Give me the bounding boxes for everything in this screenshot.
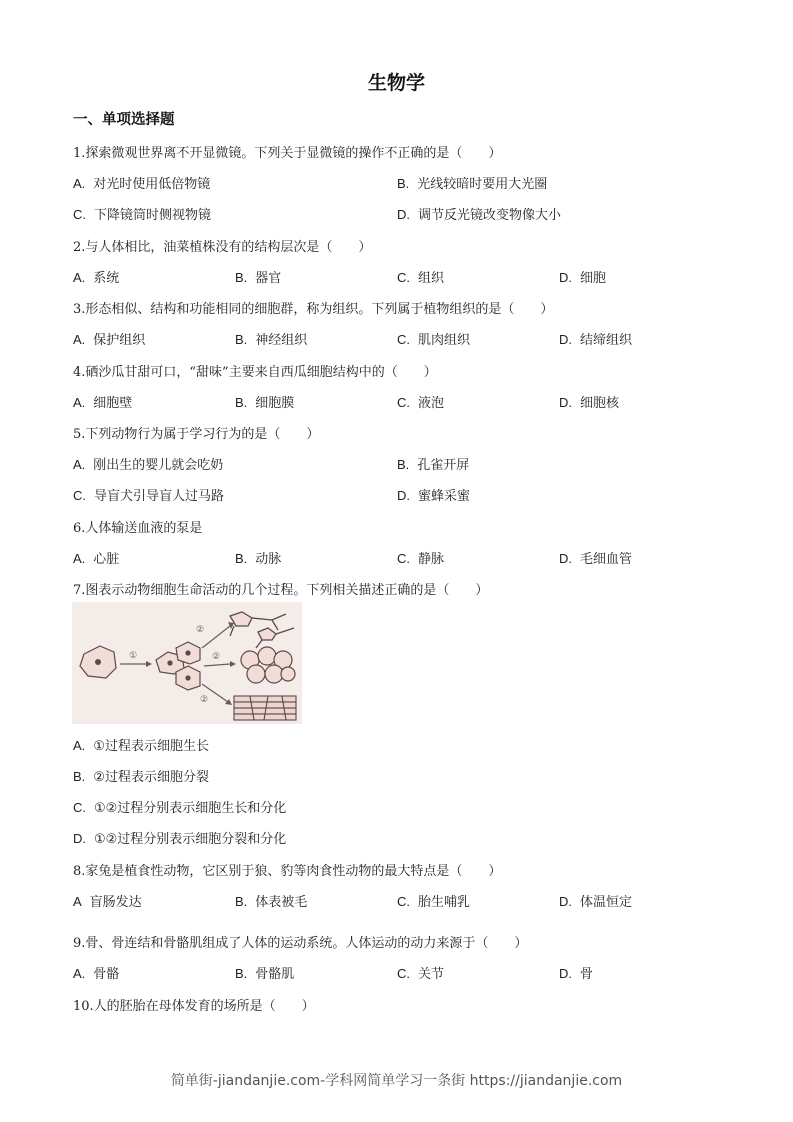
question-3-option-d: D. 结缔组织 <box>559 332 633 348</box>
question-1-option-b: B. 光线较暗时要用大光圈 <box>397 176 548 192</box>
question-1-stem: 1.探索微观世界离不开显微镜。下列关于显微镜的操作不正确的是（ ） <box>73 146 502 161</box>
question-7-option-b: B. ②过程表示细胞分裂 <box>73 769 209 785</box>
nerve-tissue <box>230 612 294 648</box>
question-9-option-d: D. 骨 <box>559 966 594 982</box>
page-title: 生物学 <box>367 72 425 94</box>
dividing-cells <box>156 642 200 690</box>
question-8-option-b: B. 体表被毛 <box>235 894 308 910</box>
question-5-option-d: D. 蜜蜂采蜜 <box>397 488 471 504</box>
arrow-process-2-up <box>196 622 234 648</box>
arrow-process-2-mid <box>204 652 236 667</box>
question-1-option-c: C. 下降镜筒时侧视物镜 <box>73 207 212 223</box>
question-3-option-c: C. 肌肉组织 <box>397 332 471 348</box>
question-9-option-b: B. 骨骼肌 <box>235 966 295 982</box>
question-7-option-a: A. ①过程表示细胞生长 <box>73 738 209 754</box>
question-8-option-c: C. 胎生哺乳 <box>397 894 471 910</box>
question-2-option-d: D. 细胞 <box>559 270 607 286</box>
figure-label-2c: ② <box>200 695 209 705</box>
question-3-stem: 3.形态相似、结构和功能相同的细胞群，称为组织。下列属于植物组织的是（ ） <box>73 302 554 317</box>
question-5-stem: 5.下列动物行为属于学习行为的是（ ） <box>73 427 320 442</box>
question-4-option-c: C. 液泡 <box>397 395 445 411</box>
question-3-option-b: B. 神经组织 <box>235 332 308 348</box>
question-8-option-d: D. 体温恒定 <box>559 894 633 910</box>
question-3-option-a: A. 保护组织 <box>73 332 146 348</box>
figure-label-1: ① <box>129 651 138 661</box>
question-9-stem: 9.骨、骨连结和骨骼肌组成了人体的运动系统。人体运动的动力来源于（ ） <box>73 936 528 951</box>
question-4-option-b: B. 细胞膜 <box>235 395 295 411</box>
question-8-option-a: A 盲肠发达 <box>73 894 142 910</box>
cell-process-figure <box>72 602 302 724</box>
page-footer: 简单街-jiandanjie.com-学科网简单学习一条街 https://jiandanjie.com <box>170 1073 623 1089</box>
question-2-option-a: A. 系统 <box>73 270 120 286</box>
question-2-option-b: B. 器官 <box>235 270 282 286</box>
question-6-stem: 6.人体输送血液的泵是 <box>73 521 203 536</box>
question-10-stem: 10.人的胚胎在母体发育的场所是（ ） <box>73 999 315 1014</box>
section-heading: 一、单项选择题 <box>73 112 175 128</box>
question-5-option-a: A. 刚出生的婴儿就会吃奶 <box>73 457 224 473</box>
single-cell <box>80 646 116 678</box>
question-6-option-b: B. 动脉 <box>235 551 282 567</box>
figure-label-2a: ② <box>196 625 205 635</box>
question-2-stem: 2.与人体相比，油菜植株没有的结构层次是（ ） <box>73 240 372 255</box>
cell-diagram-svg <box>72 602 302 724</box>
question-6-option-c: C. 静脉 <box>397 551 445 567</box>
arrow-process-2-down <box>200 684 232 705</box>
muscle-tissue <box>234 696 296 720</box>
epithelial-tissue <box>241 647 295 683</box>
question-7-option-d: D. ①②过程分别表示细胞分裂和分化 <box>73 831 287 847</box>
question-7-option-c: C. ①②过程分别表示细胞生长和分化 <box>73 800 287 816</box>
figure-label-2b: ② <box>212 652 221 662</box>
question-6-option-d: D. 毛细血管 <box>559 551 633 567</box>
question-5-option-b: B. 孔雀开屏 <box>397 457 470 473</box>
question-2-option-c: C. 组织 <box>397 270 445 286</box>
question-4-option-d: D. 细胞核 <box>559 395 620 411</box>
question-7-stem: 7.图表示动物细胞生命活动的几个过程。下列相关描述正确的是（ ） <box>73 583 489 598</box>
question-5-option-c: C. 导盲犬引导盲人过马路 <box>73 488 225 504</box>
question-6-option-a: A. 心脏 <box>73 551 120 567</box>
question-9-option-c: C. 关节 <box>397 966 445 982</box>
question-1-option-d: D. 调节反光镜改变物像大小 <box>397 207 562 223</box>
question-4-option-a: A. 细胞壁 <box>73 395 133 411</box>
question-8-stem: 8.家兔是植食性动物，它区别于狼、豹等肉食性动物的最大特点是（ ） <box>73 864 502 879</box>
question-9-option-a: A. 骨骼 <box>73 966 120 982</box>
question-4-stem: 4.硒沙瓜甘甜可口，“甜味”主要来自西瓜细胞结构中的（ ） <box>73 365 437 380</box>
question-1-option-a: A. 对光时使用低倍物镜 <box>73 176 211 192</box>
arrow-process-1 <box>120 651 152 667</box>
